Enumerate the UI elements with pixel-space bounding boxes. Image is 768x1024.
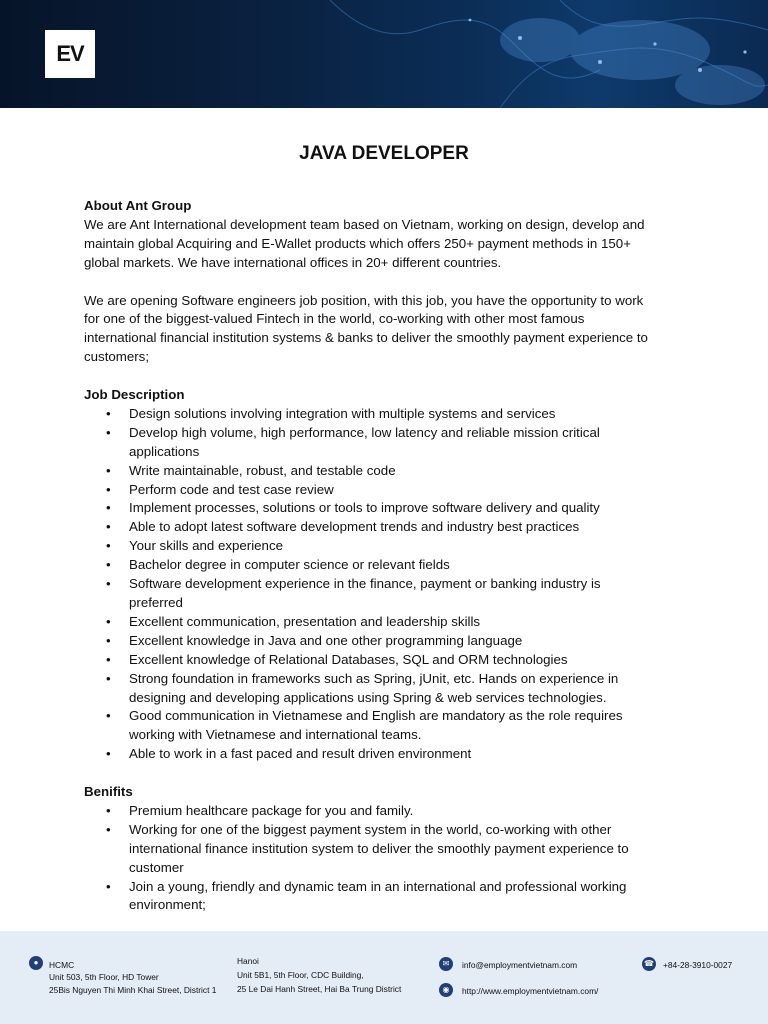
hanoi-label: Hanoi bbox=[237, 956, 259, 966]
list-item-text: preferred bbox=[129, 595, 183, 610]
page-title: JAVA DEVELOPER bbox=[299, 143, 469, 164]
benefits-heading: Benifits bbox=[84, 784, 133, 800]
list-item bbox=[84, 651, 694, 670]
globe-icon: ◉ bbox=[439, 983, 453, 997]
list-item bbox=[84, 670, 694, 708]
about-heading: About Ant Group bbox=[84, 198, 192, 213]
list-item-text: • Working for one of the biggest payment system in the world, co-working with other bbox=[129, 821, 612, 837]
list-item bbox=[84, 575, 694, 613]
document-body bbox=[84, 197, 694, 915]
list-item-text: • Excellent knowledge of Relational Databases, SQL and ORM technologies bbox=[129, 651, 568, 667]
list-item-text: applications bbox=[129, 443, 200, 459]
list-item-text: working with Vietnamese and international teams. bbox=[129, 727, 422, 743]
hcmc-label: HCMC bbox=[49, 960, 75, 970]
list-item bbox=[84, 537, 694, 556]
list-item bbox=[84, 499, 694, 518]
location-pin-icon: ● bbox=[29, 956, 43, 970]
benefits-list bbox=[84, 802, 694, 915]
list-item bbox=[84, 405, 694, 424]
list-item bbox=[84, 556, 694, 575]
hanoi-address-line1: Unit 5B1, 5th Floor, CDC Building, bbox=[237, 970, 364, 980]
header-banner bbox=[0, 0, 768, 108]
list-item bbox=[84, 481, 694, 500]
text-line: customers; bbox=[84, 349, 150, 365]
list-item-text: customer bbox=[129, 859, 184, 875]
text-line: for one of the biggest-valued Fintech in the world, co-working with other most famous bbox=[84, 311, 585, 327]
list-item bbox=[84, 462, 694, 481]
list-item-text: • Your skills and experience bbox=[129, 538, 283, 554]
about-paragraph-1 bbox=[84, 216, 694, 273]
list-item-text: • Strong foundation in frameworks such as Spring, jUnit, etc. Hands on experience in bbox=[129, 670, 619, 686]
text-line: maintain global Acquiring and E-Wallet products which offers 250+ payment methods in 150+ bbox=[84, 235, 631, 251]
phone-icon: ☎ bbox=[642, 957, 656, 971]
job-description-list bbox=[84, 405, 694, 764]
list-item bbox=[84, 632, 694, 651]
list-item-text: • Write maintainable, robust, and testable code bbox=[129, 462, 396, 478]
ev-logo bbox=[45, 30, 95, 78]
list-item bbox=[84, 613, 694, 632]
list-item-text: environment; bbox=[129, 897, 206, 913]
list-item-text: • Software development experience in the finance, payment or banking industry is bbox=[129, 576, 601, 592]
list-item-text: • Perform code and test case review bbox=[129, 481, 334, 497]
list-item-text: designing and developing applications using Spring & web services technologies. bbox=[129, 689, 607, 705]
list-item-text: • Develop high volume, high performance, low latency and reliable mission critical bbox=[129, 424, 600, 440]
list-item-text: • Join a young, friendly and dynamic team in an international and professional working bbox=[129, 878, 627, 894]
text-line: We are opening Software engineers job position, with this job, you have the opportunity to work bbox=[84, 292, 644, 308]
list-item bbox=[84, 707, 694, 745]
phone-number: +84-28-3910-0027 bbox=[663, 960, 733, 970]
hanoi-address-line2: 25 Le Dai Hanh Street, Hai Ba Trung District bbox=[237, 984, 402, 994]
list-item bbox=[84, 821, 694, 878]
text-line: We are Ant International development team based on Vietnam, working on design, develop and bbox=[84, 216, 645, 232]
text-line: international financial institution systems & banks to deliver the smoothly payment experience to bbox=[84, 330, 648, 346]
about-paragraph-2 bbox=[84, 292, 694, 368]
list-item bbox=[84, 745, 694, 764]
list-item-text: • Design solutions involving integration with multiple systems and services bbox=[129, 405, 556, 421]
list-item-text: • Good communication in Vietnamese and English are mandatory as the role requires bbox=[129, 708, 623, 724]
list-item bbox=[84, 878, 694, 916]
list-item-text: • Able to adopt latest software development trends and industry best practices bbox=[129, 519, 580, 535]
footer bbox=[0, 931, 768, 1024]
list-item-text: international finance institution system to deliver the smoothly payment experience to bbox=[129, 840, 629, 856]
ev-logo-text: EV bbox=[56, 41, 84, 66]
list-item-text: • Able to work in a fast paced and result driven environment bbox=[129, 746, 472, 762]
hcmc-address-line2: 25Bis Nguyen Thi Minh Khai Street, District 1 bbox=[49, 985, 217, 995]
hcmc-address-line1: Unit 503, 5th Floor, HD Tower bbox=[49, 972, 159, 982]
text-line: global markets. We have international offices in 20+ different countries. bbox=[84, 254, 502, 270]
job-description-heading: Job Description bbox=[84, 387, 185, 403]
list-item bbox=[84, 802, 694, 821]
world-map-graphic bbox=[0, 0, 768, 108]
list-item bbox=[84, 424, 694, 462]
list-item-text: • Premium healthcare package for you and family. bbox=[129, 802, 414, 818]
list-item-text: • Excellent communication, presentation and leadership skills bbox=[129, 613, 481, 629]
list-item-text: • Implement processes, solutions or tools to improve software delivery and quality bbox=[129, 500, 600, 516]
list-item-text: • Excellent knowledge in Java and one other programming language bbox=[129, 632, 523, 648]
email-icon: ✉ bbox=[439, 957, 453, 971]
email-link[interactable]: info@employmentvietnam.com bbox=[462, 960, 578, 970]
list-item-text: • Bachelor degree in computer science or relevant fields bbox=[129, 557, 450, 573]
website-link[interactable]: http://www.employmentvietnam.com/ bbox=[462, 986, 599, 996]
list-item bbox=[84, 518, 694, 537]
